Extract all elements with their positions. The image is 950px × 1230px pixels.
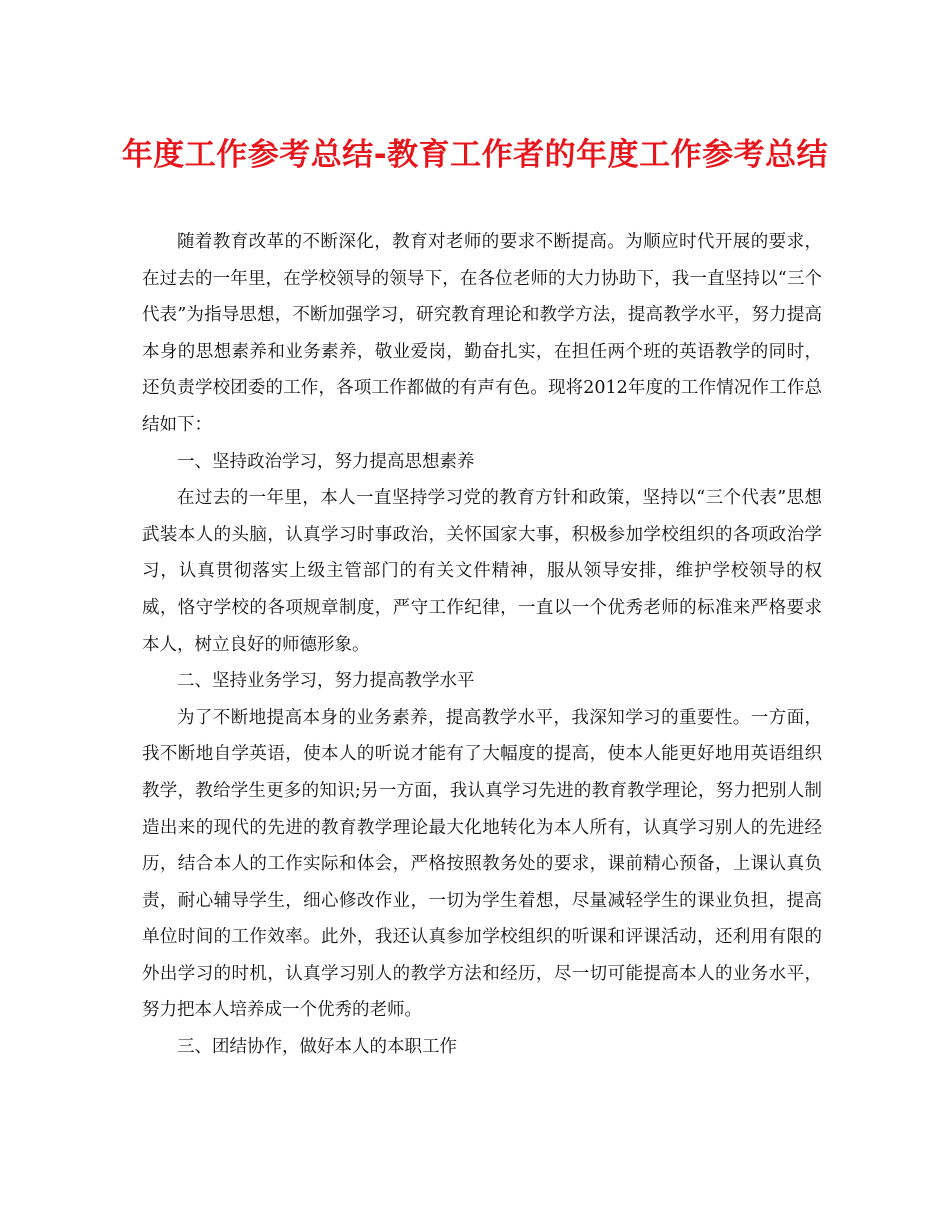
professional-study-paragraph: 为了不断地提高本身的业务素养，提高教学水平，我深知学习的重要性。一方面，我不断地自学英语，使本人的听说才能有了大幅度的提高，使本人能更好地用英语组织教学，教给学生更多的知识;另一方面，我认真学习先进的教育教学理论，努力把别人制造出来的现代的先进的教育教学理论最大化地转化为本人所有，认真学习别人的先进经历，结合本人的工作实际和体会，严格按照教务处的要求，课前精心预备，上课认真负责，耐心辅导学生，细心修改作业，一切为学生着想，尽量减轻学生的课业负担，提高单位时间的工作效率。此外，我还认真参加学校组织的听课和评课活动，还利用有限的外出学习的时机，认真学习别人的教学方法和经历，尽一切可能提高本人的业务水平，努力把本人培养成一个优秀的老师。: [142, 707, 822, 1021]
section-heading-political-study: 一、坚持政治学习，努力提高思想素养: [177, 451, 475, 472]
intro-paragraph: 随着教育改革的不断深化，教育对老师的要求不断提高。为顺应时代开展的要求，在过去的一年里，在学校领导的领导下，在各位老师的大力协助下，我一直坚持以“三个代表”为指导思想，不断加强学习，研究教育理论和教学方法，提高教学水平，努力提高本身的思想素养和业务素养，敬业爱岗，勤奋扎实，在担任两个班的英语教学的同时，还负责学校团委的工作，各项工作都做的有声有色。现将2012年度的工作情况作工作总结如下：: [142, 232, 822, 435]
document-body: [142, 224, 822, 1066]
political-study-paragraph: 在过去的一年里，本人一直坚持学习党的教育方针和政策，坚持以“三个代表”思想武装本人的头脑，认真学习时事政治，关怀国家大事，积极参加学校组织的各项政治学习，认真贯彻落实上级主管部门的有关文件精神，服从领导安排，维护学校领导的权威，恪守学校的各项规章制度，严守工作纪律，一直以一个优秀老师的标准来严格要求本人，树立良好的师德形象。: [142, 488, 822, 655]
section-heading-professional-study: 二、坚持业务学习，努力提高教学水平: [177, 671, 475, 692]
document-title: 年度工作参考总结-教育工作者的年度工作参考总结: [121, 137, 829, 173]
section-heading-teamwork: 三、团结协作，做好本人的本职工作: [177, 1037, 457, 1058]
